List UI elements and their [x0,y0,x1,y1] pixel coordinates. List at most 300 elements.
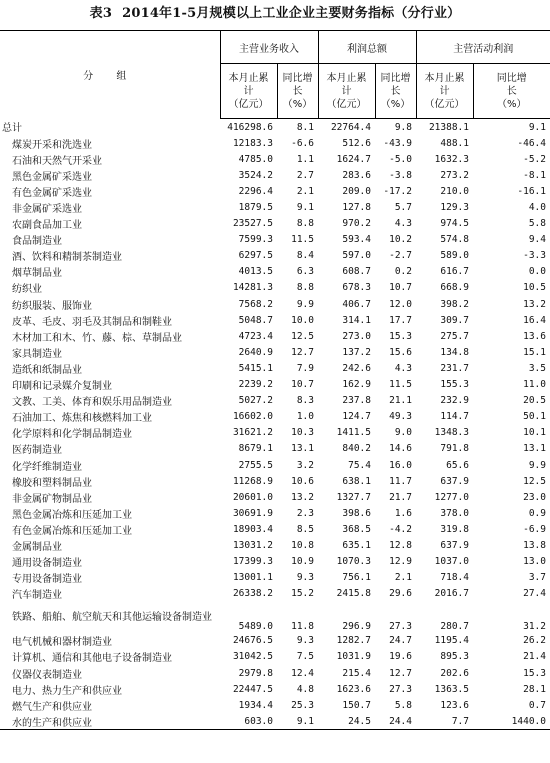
value-cell: 242.6 [342,362,371,374]
revenue-group-header: 主营业务收入 [220,31,318,64]
table-row [0,554,550,570]
value-cell: 9.1 [296,202,314,214]
value-cell: -8.1 [523,169,546,181]
value-cell: 11.5 [389,379,412,391]
value-cell: 16.4 [523,314,546,326]
industry-name: 酒、饮料和精制茶制造业 [12,252,122,264]
value-cell: 273.0 [342,330,371,342]
value-cell: 75.4 [348,459,371,471]
value-cell: 27.3 [389,620,412,632]
value-cell: 283.6 [342,169,371,181]
industry-name: 木材加工和木、竹、藤、棕、草制品业 [12,332,182,344]
industry-name: 通用设备制造业 [12,558,82,570]
value-cell: 1037.0 [434,556,469,568]
value-cell: 398.2 [440,298,469,310]
value-cell: 23.0 [523,491,546,503]
financial-indicators-table [0,30,550,730]
value-cell: 14.6 [389,443,412,455]
table-row [0,248,550,264]
value-cell: 21388.1 [428,121,469,133]
value-cell: 319.8 [440,523,469,535]
table-title-text: 2014年1-5月规模以上工业企业主要财务指标（分行业） [122,6,461,21]
industry-name: 橡胶和塑料制品业 [12,477,92,489]
value-cell: 11.8 [291,620,314,632]
value-cell: 4.3 [394,362,412,374]
value-cell: 2.3 [296,507,314,519]
value-cell: 13.6 [523,330,546,342]
value-cell: 21.7 [389,491,412,503]
value-cell: 589.0 [440,250,469,262]
value-cell: 7.5 [296,651,314,663]
value-cell: 4.0 [528,202,546,214]
table-row [0,360,550,376]
industry-name: 文教、工美、体育和娱乐用品制造业 [12,397,172,409]
value-cell: 9.9 [528,459,546,471]
value-cell: 8.5 [296,523,314,535]
value-cell: 26.2 [523,635,546,647]
value-cell: 129.3 [440,202,469,214]
industry-name: 造纸和纸制品业 [12,364,82,376]
value-cell: -6.6 [291,137,314,149]
value-cell: 155.3 [440,379,469,391]
value-cell: 1.0 [296,411,314,423]
value-cell: 14281.3 [232,282,273,294]
value-cell: 12.7 [389,667,412,679]
value-cell: 10.7 [291,379,314,391]
table-row [0,649,550,665]
value-cell: 1934.4 [238,699,273,711]
table-number: 表3 [89,6,113,21]
value-cell: 2239.2 [238,379,273,391]
industry-name: 家具制造业 [12,348,62,360]
value-cell: 15.3 [523,667,546,679]
value-cell: 202.6 [440,667,469,679]
value-cell: 3524.2 [238,169,273,181]
table-row [0,377,550,393]
value-cell: 7568.2 [238,298,273,310]
value-cell: 24.5 [318,713,375,730]
value-cell: 31042.5 [232,651,273,663]
table-row [0,570,550,586]
value-cell: 22764.4 [330,121,371,133]
value-cell: 4785.0 [238,153,273,165]
value-cell: 231.7 [440,362,469,374]
value-cell: 15.2 [291,588,314,600]
value-cell: 11.0 [523,379,546,391]
table-row [0,697,550,713]
table-row [0,280,550,296]
value-cell: 1282.7 [336,635,371,647]
value-cell: 24.4 [375,713,416,730]
table-row [0,521,550,537]
value-cell: 21.4 [523,651,546,663]
value-cell: 162.9 [342,379,371,391]
value-cell: 9.1 [277,713,318,730]
table-row [0,681,550,697]
value-cell: 5.8 [528,218,546,230]
value-cell: 15.1 [523,346,546,358]
value-cell: -6.9 [523,523,546,535]
value-cell: 12183.3 [232,137,273,149]
table-row [0,167,550,183]
value-cell: 5.7 [394,202,412,214]
value-cell: 13.2 [523,298,546,310]
value-cell: 603.0 [220,713,277,730]
value-cell: 3.7 [528,572,546,584]
value-cell: 12.7 [291,346,314,358]
value-cell: 378.0 [440,507,469,519]
industry-name: 煤炭开采和洗选业 [12,139,92,151]
value-cell: 4013.5 [238,266,273,278]
value-cell: 637.9 [440,475,469,487]
value-cell: 24.7 [389,635,412,647]
value-cell: 30691.9 [232,507,273,519]
table-row [0,633,550,649]
value-cell: 1031.9 [336,651,371,663]
value-cell: 11.5 [291,234,314,246]
value-cell: 31621.2 [232,427,273,439]
table-row [0,537,550,553]
table-row [0,425,550,441]
value-cell: 8679.1 [238,443,273,455]
value-cell: 13031.2 [232,539,273,551]
industry-name: 总计 [2,123,22,135]
value-cell: 406.7 [342,298,371,310]
value-cell: 1.6 [394,507,412,519]
value-cell: 0.7 [528,699,546,711]
value-cell: 20601.0 [232,491,273,503]
table-row [0,602,550,633]
value-cell: 974.5 [440,218,469,230]
value-cell: 718.4 [440,572,469,584]
value-cell: 123.6 [440,699,469,711]
profit-group-header: 利润总额 [318,31,416,64]
value-cell: 2640.9 [238,346,273,358]
value-cell: 12.8 [389,539,412,551]
value-cell: 10.6 [291,475,314,487]
total-row [0,119,550,136]
value-cell: 368.5 [342,523,371,535]
value-cell: 15.6 [389,346,412,358]
value-cell: 17.7 [389,314,412,326]
value-cell: 1440.0 [473,713,550,730]
value-cell: 398.6 [342,507,371,519]
value-cell: 7.7 [416,713,473,730]
table-row [0,312,550,328]
value-cell: 2415.8 [336,588,371,600]
value-cell: 11268.9 [232,475,273,487]
value-cell: 488.1 [440,137,469,149]
industry-name: 黑色金属冶炼和压延加工业 [12,509,132,521]
value-cell: 50.1 [523,411,546,423]
table-row [0,473,550,489]
yoy-growth-header: 同比增 长 （%） [277,64,318,119]
table-row [0,151,550,167]
industry-name: 汽车制造业 [12,590,62,602]
value-cell: 273.2 [440,169,469,181]
value-cell: 10.9 [291,556,314,568]
table-row [0,328,550,344]
value-cell: 18903.4 [232,523,273,535]
industry-name: 纺织服装、服饰业 [12,300,92,312]
value-cell: 2016.7 [434,588,469,600]
value-cell: 9.8 [394,121,412,133]
value-cell: 1624.7 [336,153,371,165]
value-cell: -5.2 [523,153,546,165]
table-row [0,489,550,505]
value-cell: -3.3 [523,250,546,262]
value-cell: 12.5 [291,330,314,342]
table-row [0,409,550,425]
value-cell: 638.1 [342,475,371,487]
value-cell: 15.3 [389,330,412,342]
value-cell: -43.9 [383,137,412,149]
value-cell: 10.5 [523,282,546,294]
value-cell: 2.7 [296,169,314,181]
value-cell: 635.1 [342,539,371,551]
value-cell: 21.1 [389,395,412,407]
value-cell: 3.5 [528,362,546,374]
value-cell: 124.7 [342,411,371,423]
value-cell: 12.5 [523,475,546,487]
industry-name: 纺织业 [12,284,42,296]
value-cell: 309.7 [440,314,469,326]
value-cell: 416298.6 [227,121,273,133]
value-cell: 5048.7 [238,314,273,326]
value-cell: 678.3 [342,282,371,294]
industry-name: 铁路、船舶、航空航天和其他运输设备制造业 [12,611,212,623]
value-cell: 13.1 [291,443,314,455]
table-row [0,393,550,409]
industry-name: 印刷和记录媒介复制业 [12,381,112,393]
value-cell: 1348.3 [434,427,469,439]
industry-name: 仪器仪表制造业 [12,669,82,681]
value-cell: 5.8 [394,699,412,711]
cumulative-header: 本月止累 计 （亿元） [220,64,277,119]
value-cell: 512.6 [342,137,371,149]
value-cell: 9.3 [296,635,314,647]
table-row [0,665,550,681]
table-row [0,713,550,730]
yoy-growth-header: 同比增 长 （%） [375,64,416,119]
value-cell: 10.2 [389,234,412,246]
value-cell: 4.8 [296,683,314,695]
value-cell: 9.0 [394,427,412,439]
value-cell: 23527.5 [232,218,273,230]
value-cell: 27.4 [523,588,546,600]
value-cell: 9.4 [528,234,546,246]
value-cell: 0.2 [394,266,412,278]
table-row [0,216,550,232]
value-cell: 20.5 [523,395,546,407]
value-cell: 10.3 [291,427,314,439]
operating-profit-group-header: 主营活动利润 [416,31,550,64]
value-cell: 232.9 [440,395,469,407]
value-cell: 1411.5 [336,427,371,439]
value-cell: 2.1 [296,185,314,197]
value-cell: 27.3 [389,683,412,695]
value-cell: 65.6 [446,459,469,471]
value-cell: 0.0 [528,266,546,278]
value-cell: 9.9 [296,298,314,310]
industry-name: 皮革、毛皮、羽毛及其制品和制鞋业 [12,316,172,328]
table-row [0,264,550,280]
value-cell: 9.3 [296,572,314,584]
value-cell: 970.2 [342,218,371,230]
industry-name: 食品制造业 [12,236,62,248]
value-cell: 134.8 [440,346,469,358]
value-cell: 4723.4 [238,330,273,342]
value-cell: 25.3 [291,699,314,711]
industry-name: 有色金属矿采选业 [12,187,92,199]
value-cell: 31.2 [523,620,546,632]
value-cell: 296.9 [342,620,371,632]
value-cell: 12.9 [389,556,412,568]
value-cell: 2.1 [394,572,412,584]
value-cell: 12.4 [291,667,314,679]
value-cell: 1277.0 [434,491,469,503]
value-cell: 28.1 [523,683,546,695]
industry-name: 医药制造业 [12,445,62,457]
value-cell: 275.7 [440,330,469,342]
value-cell: 10.7 [389,282,412,294]
value-cell: 1195.4 [434,635,469,647]
value-cell: 280.7 [440,620,469,632]
cumulative-header: 本月止累 计 （亿元） [416,64,473,119]
value-cell: 7.9 [296,362,314,374]
industry-name: 黑色金属矿采选业 [12,171,92,183]
industry-name: 电气机械和器材制造业 [12,637,112,649]
value-cell: 150.7 [342,699,371,711]
value-cell: 2979.8 [238,667,273,679]
value-cell: 16.0 [389,459,412,471]
value-cell: 8.4 [296,250,314,262]
value-cell: 13.1 [523,443,546,455]
value-cell: 237.8 [342,395,371,407]
table-row [0,586,550,602]
value-cell: 637.9 [440,539,469,551]
table-row [0,135,550,151]
value-cell: 114.7 [440,411,469,423]
table-row [0,505,550,521]
value-cell: 593.4 [342,234,371,246]
value-cell: 13001.1 [232,572,273,584]
table-row [0,183,550,199]
table-row [0,199,550,215]
industry-name: 计算机、通信和其他电子设备制造业 [12,653,172,665]
value-cell: 616.7 [440,266,469,278]
table-row [0,296,550,312]
value-cell: 756.1 [342,572,371,584]
industry-name: 非金属矿物制品业 [12,493,92,505]
value-cell: 210.0 [440,185,469,197]
value-cell: 1070.3 [336,556,371,568]
value-cell: 29.6 [389,588,412,600]
industry-name: 化学原料和化学制品制造业 [12,429,132,441]
value-cell: 1623.6 [336,683,371,695]
table-row [0,441,550,457]
industry-name: 烟草制品业 [12,268,62,280]
industry-name: 非金属矿采选业 [12,204,82,216]
industry-name: 电力、热力生产和供应业 [12,685,122,697]
industry-name: 石油加工、炼焦和核燃料加工业 [12,413,152,425]
value-cell: 19.6 [389,651,412,663]
industry-name: 水的生产和供应业 [0,713,220,730]
value-cell: 597.0 [342,250,371,262]
value-cell: 840.2 [342,443,371,455]
value-cell: 22447.5 [232,683,273,695]
value-cell: 215.4 [342,667,371,679]
value-cell: -16.1 [517,185,546,197]
value-cell: 10.8 [291,539,314,551]
value-cell: 8.1 [296,121,314,133]
industry-name: 专用设备制造业 [12,574,82,586]
value-cell: 1.1 [296,153,314,165]
industry-name: 农副食品加工业 [12,220,82,232]
value-cell: -3.8 [389,169,412,181]
value-cell: 1632.3 [434,153,469,165]
value-cell: 24676.5 [232,635,273,647]
value-cell: 10.0 [291,314,314,326]
industry-name: 燃气生产和供应业 [12,701,92,713]
value-cell: 791.8 [440,443,469,455]
value-cell: 10.1 [523,427,546,439]
value-cell: 12.0 [389,298,412,310]
value-cell: -2.7 [389,250,412,262]
value-cell: 7599.3 [238,234,273,246]
value-cell: 137.2 [342,346,371,358]
value-cell: 1363.5 [434,683,469,695]
group-column-header: 分 组 [0,31,220,119]
yoy-growth-header: 同比增 长 （%） [473,64,550,119]
value-cell: 1327.7 [336,491,371,503]
value-cell: 209.0 [342,185,371,197]
value-cell: -4.2 [389,523,412,535]
value-cell: 8.8 [296,218,314,230]
value-cell: 13.0 [523,556,546,568]
value-cell: 314.1 [342,314,371,326]
value-cell: 5027.2 [238,395,273,407]
value-cell: 17399.3 [232,556,273,568]
value-cell: 13.8 [523,539,546,551]
table-row [0,232,550,248]
value-cell: 668.9 [440,282,469,294]
value-cell: -46.4 [517,137,546,149]
value-cell: 49.3 [389,411,412,423]
table-row [0,344,550,360]
value-cell: 608.7 [342,266,371,278]
value-cell: 16602.0 [232,411,273,423]
value-cell: 6.3 [296,266,314,278]
value-cell: 6297.5 [238,250,273,262]
value-cell: 9.1 [528,121,546,133]
value-cell: 895.3 [440,651,469,663]
value-cell: 0.9 [528,507,546,519]
industry-name: 石油和天然气开采业 [12,155,102,167]
value-cell: 2755.5 [238,459,273,471]
value-cell: 5415.1 [238,362,273,374]
value-cell: 127.8 [342,202,371,214]
value-cell: 8.8 [296,282,314,294]
industry-name: 金属制品业 [12,541,62,553]
value-cell: 574.8 [440,234,469,246]
value-cell: 11.7 [389,475,412,487]
table-title [0,2,550,21]
value-cell: 3.2 [296,459,314,471]
industry-name: 化学纤维制造业 [12,461,82,473]
table-row [0,457,550,473]
value-cell: 13.2 [291,491,314,503]
